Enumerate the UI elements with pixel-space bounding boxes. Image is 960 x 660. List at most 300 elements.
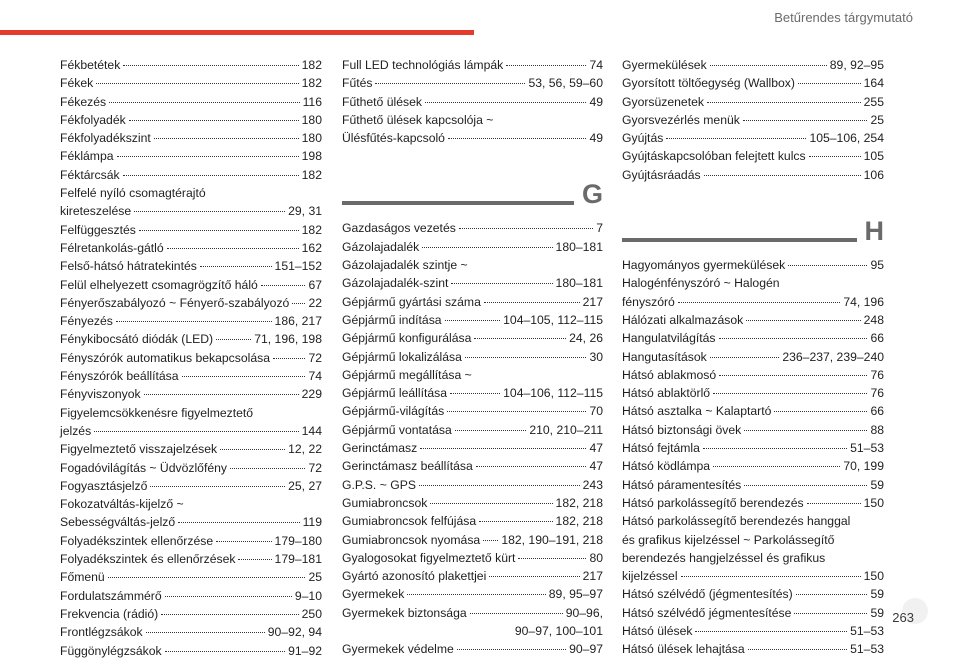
index-entry xyxy=(342,311,603,329)
index-entry-pages: 248 xyxy=(863,312,884,327)
dot-leader xyxy=(719,375,867,376)
index-entry-term: Fékek xyxy=(60,76,94,91)
index-entry xyxy=(622,476,884,494)
index-entry-pages: 182 xyxy=(301,58,322,72)
dot-leader xyxy=(261,285,306,286)
index-entry-line xyxy=(622,421,884,439)
index-entry-pages: 25 xyxy=(308,570,322,585)
index-entry xyxy=(60,385,322,403)
index-entry-pages: 91–92 xyxy=(288,643,322,658)
index-entry-line xyxy=(622,348,884,366)
index-entry xyxy=(622,348,884,366)
index-entry-pages: 25 xyxy=(870,112,884,127)
index-entry-term: Gázolajadalék szintje ~ xyxy=(342,258,468,273)
index-entry-line xyxy=(60,642,322,660)
index-entry xyxy=(342,329,603,347)
dot-leader xyxy=(165,596,292,597)
index-entry-line xyxy=(342,421,603,439)
index-entry xyxy=(60,623,322,641)
index-entry-term: Gépjármű gyártási száma xyxy=(342,294,481,309)
index-entry-line xyxy=(622,166,884,184)
index-entry-pages: 180 xyxy=(301,131,322,146)
dot-leader xyxy=(451,283,552,284)
index-entry-pages: 217 xyxy=(582,294,603,309)
index-entry-term: Gyermekülések xyxy=(622,58,707,72)
dot-leader xyxy=(681,576,861,577)
dot-leader xyxy=(216,339,251,340)
index-entry-pages: 66 xyxy=(870,331,884,346)
index-entry-line xyxy=(622,256,884,274)
index-entry xyxy=(342,293,603,311)
dot-leader xyxy=(707,102,861,103)
index-entry-pages: 51–53 xyxy=(850,441,884,456)
index-entry-line xyxy=(60,166,322,184)
index-entry-term: Gerinctámasz beállítása xyxy=(342,459,473,474)
index-entry-line xyxy=(622,622,884,640)
index-entry-term: Hátsó ülések lehajtása xyxy=(622,642,745,657)
index-entry-line xyxy=(60,440,322,458)
index-entry-pages: 88 xyxy=(870,422,884,437)
index-entry-pages: 70, 199 xyxy=(843,459,884,474)
index-entry xyxy=(60,111,322,129)
dot-leader xyxy=(719,338,868,339)
index-entry-term: Gépjármű lokalizálása xyxy=(342,349,462,364)
index-entry xyxy=(622,512,884,585)
index-entry-term: Fogyasztásjelző xyxy=(60,478,148,493)
index-entry-pages: 74 xyxy=(308,369,322,384)
index-entry xyxy=(342,457,603,475)
section-letter: H xyxy=(864,216,884,247)
index-entry-line xyxy=(60,623,322,641)
index-entry-line xyxy=(60,385,322,403)
index-entry-term: Gyorsvezérlés menük xyxy=(622,112,740,127)
index-entry xyxy=(60,312,322,330)
index-entry-pages: 186, 217 xyxy=(274,314,322,329)
dot-leader xyxy=(484,302,580,303)
index-entry-term: Hagyományos gyermekülések xyxy=(622,258,786,273)
index-entry xyxy=(342,476,603,494)
index-entry-pages: 144 xyxy=(301,423,322,438)
index-entry-line xyxy=(342,439,603,457)
index-entry xyxy=(622,274,884,311)
index-entry-term: Gépjármű konfigurálása xyxy=(342,331,472,346)
index-entry-pages: 70 xyxy=(589,404,603,419)
index-entry-pages: 24, 26 xyxy=(569,331,603,346)
index-entry-pages: 9–10 xyxy=(294,588,322,603)
index-entry-term: Fényezés xyxy=(60,314,113,329)
dot-leader xyxy=(116,321,272,322)
index-entry xyxy=(60,404,322,441)
index-entry-pages: 182, 218 xyxy=(555,514,603,529)
index-entry-term: Fényszórók beállítása xyxy=(60,369,179,384)
index-entry-pages: 51–53 xyxy=(850,642,884,657)
index-entry-line xyxy=(60,56,322,74)
index-entry xyxy=(342,56,603,74)
index-entry-pages: 90–96, xyxy=(565,605,603,620)
index-entry-line xyxy=(60,367,322,385)
index-entry xyxy=(622,93,884,111)
dot-leader xyxy=(695,631,847,632)
dot-leader xyxy=(407,594,545,595)
index-entry-term: Hátsó asztalka ~ Kalaptartó xyxy=(622,404,772,419)
index-entry xyxy=(342,219,603,237)
index-entry xyxy=(622,74,884,92)
index-entry-term: Hátsó páramentesítés xyxy=(622,477,742,492)
index-entry-line xyxy=(622,476,884,494)
dot-leader xyxy=(479,521,552,522)
index-entry-line xyxy=(60,349,322,367)
index-entry-term: Gumiabroncsok nyomása xyxy=(342,532,481,547)
index-entry-line xyxy=(622,93,884,111)
index-entry xyxy=(342,531,603,549)
index-entry-line xyxy=(622,111,884,129)
index-entry-term: Gyújtásráadás xyxy=(622,167,701,182)
index-entry-pages: 104–106, 112–115 xyxy=(503,386,603,401)
index-entry-line xyxy=(60,276,322,294)
dot-leader xyxy=(139,230,299,231)
index-entry xyxy=(622,147,884,165)
index-entry-line xyxy=(342,274,603,292)
dot-leader xyxy=(748,649,847,650)
dot-leader xyxy=(96,83,298,84)
index-entry-term: Gumiabroncsok xyxy=(342,495,428,510)
index-entry-term: Fénykibocsátó diódák (LED) xyxy=(60,332,214,347)
index-entry xyxy=(622,384,884,402)
index-entry-pages: 12, 22 xyxy=(288,442,322,457)
section-letter: G xyxy=(581,179,603,210)
index-entry-line xyxy=(342,56,603,74)
index-entry-term: Ülésfűtés-kapcsoló xyxy=(342,131,445,146)
index-entry xyxy=(622,604,884,622)
index-entry-pages: 229 xyxy=(301,387,322,402)
index-entry-pages: 90–97 xyxy=(569,642,603,657)
index-entry-pages: 59 xyxy=(870,605,884,620)
index-entry-pages: 90–92, 94 xyxy=(267,625,322,640)
index-entry-pages: 7 xyxy=(596,221,603,236)
index-entry-line xyxy=(622,640,884,658)
section-header xyxy=(622,206,884,246)
index-entry-pages: 105 xyxy=(863,149,884,164)
dot-leader xyxy=(216,541,271,542)
index-entry xyxy=(342,348,603,366)
index-entry xyxy=(60,93,322,111)
dot-leader xyxy=(470,613,563,614)
index-entry-line xyxy=(622,74,884,92)
dot-leader xyxy=(713,393,867,394)
index-entry-line xyxy=(60,202,322,220)
index-entry-pages: 236–237, 239–240 xyxy=(782,349,884,364)
index-entry-pages: 74 xyxy=(589,58,603,72)
index-entry-term: Sebességváltás-jelző xyxy=(60,515,176,530)
index-entry-line xyxy=(622,457,884,475)
index-entry-pages: 72 xyxy=(308,460,322,475)
index-entry xyxy=(60,56,322,74)
dot-leader xyxy=(419,485,580,486)
index-entry-pages: 72 xyxy=(308,350,322,365)
index-entry-line xyxy=(60,294,322,312)
dot-leader xyxy=(154,138,299,139)
index-entry-line xyxy=(622,567,884,585)
index-entry xyxy=(342,366,603,403)
index-entry xyxy=(342,439,603,457)
dot-leader xyxy=(476,466,587,467)
dot-leader xyxy=(489,576,579,577)
index-entry xyxy=(60,568,322,586)
index-entry xyxy=(342,585,603,603)
index-entry xyxy=(60,147,322,165)
dot-leader xyxy=(666,138,806,139)
dot-leader xyxy=(798,83,861,84)
index-entry xyxy=(342,402,603,420)
index-entry-line xyxy=(60,147,322,165)
dot-leader xyxy=(450,393,500,394)
index-entry-term: Gumiabroncsok felfújása xyxy=(342,514,477,529)
index-entry-term: fényszóró xyxy=(622,294,675,309)
index-entry xyxy=(60,495,322,532)
dot-leader xyxy=(809,156,861,157)
index-entry xyxy=(342,567,603,585)
dot-leader xyxy=(273,358,305,359)
index-entry-pages-continued: 90–97, 100–101 xyxy=(514,624,603,639)
index-entry xyxy=(622,166,884,184)
index-entry-term: Főmenü xyxy=(60,570,105,585)
index-entry-pages: 76 xyxy=(870,386,884,401)
index-entry-term: Fékfolyadék xyxy=(60,112,126,127)
index-entry-pages: 255 xyxy=(863,94,884,109)
index-entry-term: Fogadóvilágítás ~ Üdvözlőfény xyxy=(60,460,228,475)
index-entry-term: Hátsó szélvédő (jégmentesítés) xyxy=(622,587,793,602)
index-entry-line xyxy=(60,312,322,330)
index-entry-line xyxy=(60,330,322,348)
index-entry-term: Hálózati alkalmazások xyxy=(622,312,744,327)
index-entry xyxy=(342,238,603,256)
section-divider xyxy=(342,201,574,205)
index-entry-term: Gyalogosokat figyelmeztető kürt xyxy=(342,550,516,565)
index-entry-pages: 53, 56, 59–60 xyxy=(528,76,603,91)
index-entry-line xyxy=(60,221,322,239)
index-entry-line xyxy=(622,384,884,402)
index-entry-line xyxy=(342,384,603,402)
index-entry-pages: 119 xyxy=(302,515,322,530)
index-entry xyxy=(342,93,603,111)
index-entry xyxy=(622,640,884,658)
index-entry-line xyxy=(622,293,884,311)
dot-leader xyxy=(230,468,305,469)
dot-leader xyxy=(108,577,306,578)
index-entry xyxy=(60,294,322,312)
index-entry xyxy=(622,311,884,329)
dot-leader xyxy=(422,247,552,248)
index-entry-pages: 49 xyxy=(589,131,603,146)
dot-leader xyxy=(200,266,272,267)
dot-leader xyxy=(238,559,271,560)
index-entry-term: Gazdaságos vezetés xyxy=(342,221,456,236)
index-entry xyxy=(60,184,322,221)
index-entry-term: Hátsó szélvédő jégmentesítése xyxy=(622,605,792,620)
index-entry-term: Gépjármű megállítása ~ xyxy=(342,367,472,382)
dot-leader xyxy=(474,338,566,339)
index-entry-pages: 80 xyxy=(589,550,603,565)
index-entry-line xyxy=(622,604,884,622)
index-entry xyxy=(342,494,603,512)
index-entry-term: Fűtés xyxy=(342,76,373,91)
index-entry-pages: 180–181 xyxy=(555,239,603,254)
index-entry xyxy=(60,532,322,550)
index-entry-line xyxy=(60,550,322,568)
index-entry-line xyxy=(622,439,884,457)
index-entry xyxy=(622,585,884,603)
index-entry-term: Felfelé nyíló csomagtérajtó xyxy=(60,186,206,201)
index-entry-pages: 106 xyxy=(863,167,884,182)
index-entry-term: Frontlégzsákok xyxy=(60,625,143,640)
index-entry-pages: 179–181 xyxy=(274,552,322,567)
dot-leader xyxy=(796,594,868,595)
index-entry xyxy=(60,276,322,294)
index-entry-line xyxy=(60,129,322,147)
index-entry-term: Fékezés xyxy=(60,94,107,109)
index-entry-line xyxy=(622,366,884,384)
index-entry-pages: 217 xyxy=(582,569,603,584)
dot-leader xyxy=(420,448,586,449)
index-entry-line xyxy=(342,329,603,347)
dot-leader xyxy=(123,175,299,176)
index-entry xyxy=(622,111,884,129)
index-entry-pages: 179–180 xyxy=(274,533,322,548)
index-entry-pages: 162 xyxy=(301,240,322,255)
index-entry-term: Gerinctámasz xyxy=(342,441,418,456)
index-entry xyxy=(60,587,322,605)
index-entry-term: kijelzéssel xyxy=(622,569,678,584)
dot-leader xyxy=(129,120,299,121)
index-entry-term: Fordulatszámmérő xyxy=(60,588,162,603)
index-entry-pages: 89, 95–97 xyxy=(548,587,603,602)
index-entry-term: Hangutasítások xyxy=(622,349,707,364)
index-entry-line xyxy=(342,585,603,603)
dot-leader xyxy=(746,320,860,321)
dot-leader xyxy=(744,430,867,431)
section-header xyxy=(342,169,603,209)
dot-leader xyxy=(94,431,298,432)
index-entry-line xyxy=(622,311,884,329)
dot-leader xyxy=(292,303,305,304)
index-column-3 xyxy=(622,56,884,659)
index-entry-line xyxy=(342,476,603,494)
index-entry-line xyxy=(60,477,322,495)
dot-leader xyxy=(710,65,827,66)
index-entry-pages: 71, 196, 198 xyxy=(254,332,322,347)
index-entry-term: Gyorsított töltőegység (Wallbox) xyxy=(622,76,795,91)
index-entry-line xyxy=(342,531,603,549)
index-entry xyxy=(622,256,884,274)
dot-leader xyxy=(161,614,298,615)
index-entry-term: Gépjármű leállítása xyxy=(342,386,447,401)
dot-leader xyxy=(445,320,501,321)
index-entry-pages: 151–152 xyxy=(274,259,322,274)
index-entry-term: Gyorsüzenetek xyxy=(622,94,704,109)
index-entry-term: Fékbetétek xyxy=(60,58,121,72)
index-entry-term: Gépjármű vontatása xyxy=(342,422,452,437)
index-entry xyxy=(622,622,884,640)
dot-leader xyxy=(483,540,498,541)
dot-leader xyxy=(167,248,299,249)
index-entry-term: Gyártó azonosító plakettjei xyxy=(342,569,487,584)
dot-leader xyxy=(375,83,525,84)
index-entry-term: Fűthető ülések kapcsolója ~ xyxy=(342,112,494,127)
page-header-title: Betűrendes tárgymutató xyxy=(774,10,913,25)
dot-leader xyxy=(807,503,861,504)
index-entry xyxy=(60,642,322,660)
section-divider xyxy=(622,238,857,242)
dot-leader xyxy=(425,102,586,103)
index-entry-line xyxy=(342,311,603,329)
index-entry-pages: 164 xyxy=(863,76,884,91)
index-entry-pages: 210, 210–211 xyxy=(529,422,603,437)
index-entry-line xyxy=(342,604,603,622)
dot-leader xyxy=(448,138,586,139)
dot-leader xyxy=(744,485,867,486)
index-entry xyxy=(60,440,322,458)
index-entry-pages: 49 xyxy=(589,94,603,109)
index-entry-term: Hangulatvilágítás xyxy=(622,331,716,346)
index-entry xyxy=(342,74,603,92)
index-entry-term: G.P.S. ~ GPS xyxy=(342,477,416,492)
index-column-2 xyxy=(342,56,603,659)
index-entry xyxy=(60,221,322,239)
dot-leader xyxy=(220,449,285,450)
index-entry-line xyxy=(60,74,322,92)
index-entry-line xyxy=(622,494,884,512)
index-entry-pages: 95 xyxy=(870,258,884,273)
index-entry-term: Gyújtás xyxy=(622,131,664,146)
index-entry-pages: 182, 218 xyxy=(555,495,603,510)
index-entry-term: Fényviszonyok xyxy=(60,387,141,402)
index-entry xyxy=(342,549,603,567)
index-entry-pages: 47 xyxy=(589,459,603,474)
index-entry-term: Féktárcsák xyxy=(60,167,120,182)
index-entry-line xyxy=(342,402,603,420)
index-entry xyxy=(342,640,603,658)
dot-leader xyxy=(518,558,586,559)
index-entry xyxy=(60,367,322,385)
index-entry-term: Féklámpa xyxy=(60,149,114,164)
index-entry-line xyxy=(60,513,322,531)
dot-leader xyxy=(123,65,298,66)
index-entry-term: Hátsó ködlámpa xyxy=(622,459,711,474)
index-entry-pages: 250 xyxy=(301,606,322,621)
dot-leader xyxy=(788,265,867,266)
index-entry-line xyxy=(622,56,884,74)
index-entry-line xyxy=(622,129,884,147)
index-entry-pages: 182, 190–191, 218 xyxy=(501,532,603,547)
index-entry xyxy=(342,256,603,293)
index-entry-line xyxy=(342,348,603,366)
index-entry-line xyxy=(342,129,603,147)
index-entry-line xyxy=(622,585,884,603)
index-entry-pages: 198 xyxy=(301,149,322,164)
index-entry-line xyxy=(342,293,603,311)
index-entry-term: Hátsó fejtámla xyxy=(622,441,700,456)
index-entry-term: Fűthető ülések xyxy=(342,94,422,109)
index-entry-line xyxy=(60,111,322,129)
index-entry-pages: 182 xyxy=(301,76,322,91)
dot-leader xyxy=(455,430,527,431)
index-entry-term: Full LED technológiás lámpák xyxy=(342,58,504,72)
index-entry-term: Frekvencia (rádió) xyxy=(60,606,159,621)
dot-leader xyxy=(109,102,300,103)
index-entry-line xyxy=(60,257,322,275)
index-entry xyxy=(622,129,884,147)
index-entry-pages: 180 xyxy=(301,112,322,127)
